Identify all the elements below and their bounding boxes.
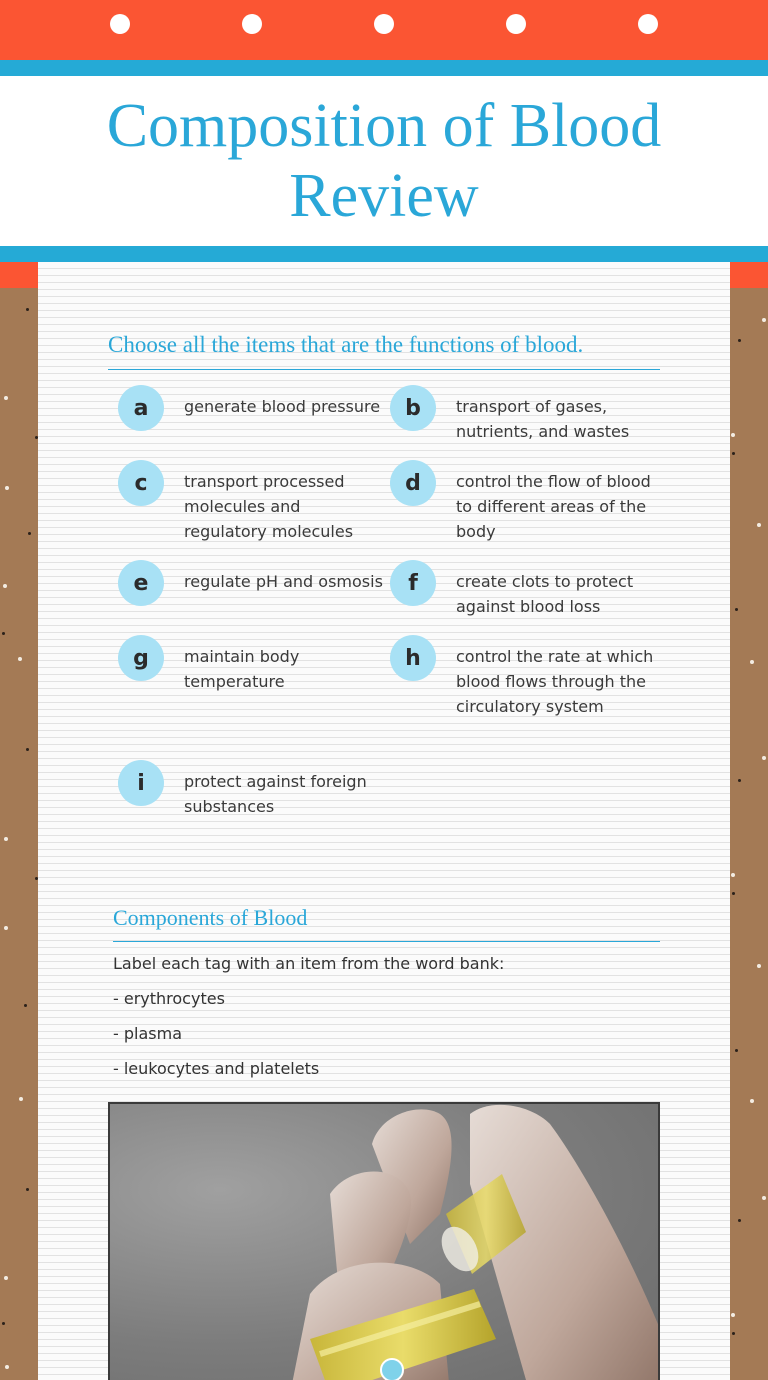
question1-rule xyxy=(108,369,660,370)
choice-letter-badge: f xyxy=(390,560,436,606)
choice-text: regulate pH and osmosis xyxy=(184,572,383,591)
binder-ring xyxy=(374,14,394,34)
word-bank-item: - erythrocytes xyxy=(113,989,225,1008)
choice-text: maintain body temperature xyxy=(184,647,300,691)
choice-text: control the rate at which blood flows through the circulatory system xyxy=(456,647,654,716)
choice-text: protect against foreign substances xyxy=(184,772,367,816)
header-stripe-top xyxy=(0,60,768,76)
question2-heading: Components of Blood xyxy=(113,905,308,930)
choice-letter-badge: g xyxy=(118,635,164,681)
header-band xyxy=(0,0,768,60)
question2-rule xyxy=(113,941,660,942)
choice-text: control the flow of blood to different areas of the body xyxy=(456,472,651,541)
blood-tube-photo xyxy=(108,1102,660,1380)
choice-letter-badge: b xyxy=(390,385,436,431)
binder-ring xyxy=(638,14,658,34)
choice-text: transport of gases, nutrients, and wastes xyxy=(456,397,630,441)
choice-letter-badge: c xyxy=(118,460,164,506)
choice-letter-badge: d xyxy=(390,460,436,506)
page-title-line1: Composition of Blood xyxy=(106,92,662,160)
header-stripe-bottom xyxy=(0,246,768,262)
choice-text: generate blood pressure xyxy=(184,397,381,416)
choice-letter-badge: h xyxy=(390,635,436,681)
choice-letter-badge: i xyxy=(118,760,164,806)
choice-text: transport processed molecules and regulatory molecules xyxy=(184,472,354,541)
choice-letter-badge: a xyxy=(118,385,164,431)
page-title xyxy=(107,91,662,231)
title-area xyxy=(0,76,768,246)
word-bank-item: - leukocytes and platelets xyxy=(113,1059,320,1078)
binder-ring xyxy=(242,14,262,34)
page-title-line2: Review xyxy=(289,162,479,230)
choice-text: create clots to protect against blood loss xyxy=(456,572,634,616)
binder-ring xyxy=(110,14,130,34)
question2-instruction: Label each tag with an item from the word bank: xyxy=(113,954,505,973)
binder-ring xyxy=(506,14,526,34)
choice-letter-badge: e xyxy=(118,560,164,606)
question1-prompt: Choose all the items that are the functions of blood. xyxy=(108,332,584,357)
word-bank-item: - plasma xyxy=(113,1024,182,1043)
